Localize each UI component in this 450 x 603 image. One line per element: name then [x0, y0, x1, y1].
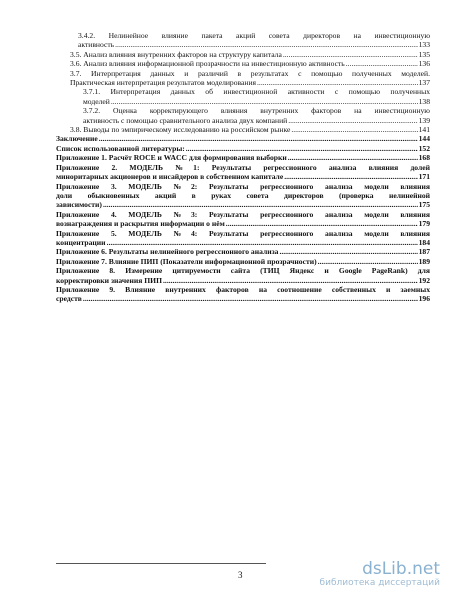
toc-entry-text: зависимости): [56, 200, 102, 210]
toc-entry-text: миноритарных акционеров и инсайдеров в собственном капитале: [56, 172, 284, 182]
toc-page-number: 139: [418, 115, 430, 125]
toc-page-number: 192: [418, 275, 430, 285]
toc-entry-text: Заключение: [56, 134, 98, 144]
toc-page-number: 184: [418, 237, 430, 247]
toc-page-number: 187: [418, 247, 430, 257]
toc-entry-text: 3.8. Выводы по эмпирическому исследованию на российском рынке: [70, 125, 291, 135]
dot-leader: [283, 50, 418, 59]
dot-leader: [103, 200, 418, 209]
footnote-separator: [56, 563, 266, 564]
toc-entry-appendix-9[interactable]: [56, 285, 430, 304]
toc-entry-text: активность с помощью сравнительного анализа двух компаний: [83, 115, 288, 125]
toc-entry-text: 3.5. Анализ влияния внутренних факторов на структуру капитала: [70, 49, 282, 59]
toc-page-number: 152: [418, 143, 430, 153]
toc-entry-text: Приложение 5. МОДЕЛЬ №4: Результаты регрессионного анализа модели влияния: [56, 228, 430, 238]
toc-entry-text: концентрации: [56, 237, 106, 247]
toc-entry-text: 3.6. Анализ влияния информационной прозрачности на инвестиционную активность: [70, 59, 345, 69]
toc-entry-text: 3.7. Интерпретация данных и различий в результатах с помощью полученных моделей.: [70, 68, 430, 78]
toc-entry-text: Приложение 1. Расчёт ROCE и WACC для формирования выборки: [56, 153, 287, 163]
toc-entry-text: корректировки значения ПИП: [56, 275, 163, 285]
watermark-logo: dsLib.net: [362, 559, 440, 579]
dot-leader: [83, 294, 418, 303]
toc-page-number: 171: [418, 172, 430, 182]
watermark-subtitle: библиотека диссертаций: [319, 578, 440, 588]
toc-entry-3-7-1[interactable]: [56, 87, 430, 106]
toc-entry-3-7[interactable]: [56, 69, 430, 88]
toc-page-number: 168: [418, 153, 430, 163]
dot-leader: [346, 59, 418, 68]
dot-leader: [115, 40, 417, 49]
dot-leader: [107, 238, 418, 247]
table-of-contents: [56, 31, 430, 304]
toc-entry-text: 3.4.2. Нелинейное влияние пакета акций совета директоров на инвестиционную: [78, 31, 430, 40]
toc-entry-text: Приложение 8. Измерение цитируемости сайта (ТИЦ Яндекс и Google PageRank) для: [56, 266, 430, 276]
toc-page-number: 144: [418, 134, 430, 144]
watermark: [320, 560, 440, 589]
toc-entry-references[interactable]: [56, 144, 430, 153]
dot-leader: [163, 276, 418, 285]
toc-entry-appendix-1[interactable]: [56, 153, 430, 162]
dot-leader: [279, 247, 417, 256]
toc-page-number: 189: [418, 256, 430, 266]
toc-entry-3-7-2[interactable]: [56, 106, 430, 125]
toc-page-number: 133: [418, 40, 430, 50]
toc-entry-text: вознаграждения и раскрытия информации о нём: [56, 219, 225, 229]
dot-leader: [257, 78, 418, 87]
toc-entry-text: 3.7.2. Оценка корректирующего влияния внутренних факторов на инвестиционную: [83, 106, 430, 116]
toc-page-number: 141: [418, 125, 430, 135]
toc-entry-appendix-8[interactable]: [56, 266, 430, 285]
toc-entry-text: активность: [78, 40, 115, 50]
toc-entry-appendix-5[interactable]: [56, 229, 430, 248]
toc-page-number: 137: [418, 78, 430, 88]
toc-entry-appendix-3[interactable]: [56, 182, 430, 210]
dot-leader: [318, 257, 418, 266]
toc-entry-text: доли обыкновенных акций в руках совета директоров (проверка нелинейной: [56, 190, 430, 200]
toc-entry-conclusion[interactable]: [56, 134, 430, 143]
toc-entry-3-5[interactable]: [56, 50, 430, 59]
toc-page-number: 196: [418, 294, 430, 304]
dot-leader: [226, 219, 418, 228]
toc-entry-text: средств: [56, 294, 82, 304]
toc-entry-appendix-2[interactable]: [56, 163, 430, 182]
dot-leader: [288, 116, 417, 125]
toc-entry-appendix-6[interactable]: [56, 247, 430, 256]
toc-entry-text: Приложение 7. Влияние ПИП (Показатели информационной прозрачности): [56, 256, 317, 266]
toc-entry-text: Приложение 4. МОДЕЛЬ №3: Результаты регрессионного анализа модели влияния: [56, 209, 430, 219]
dot-leader: [291, 125, 417, 134]
toc-page-number: 135: [418, 49, 430, 59]
page-number: 3: [238, 570, 243, 580]
toc-page-number: 179: [418, 219, 430, 229]
toc-entry-appendix-7[interactable]: [56, 257, 430, 266]
toc-entry-text: моделей: [83, 96, 110, 106]
toc-entry-appendix-4[interactable]: [56, 210, 430, 229]
dot-leader: [288, 153, 418, 162]
toc-entry-text: Приложение 6. Результаты нелинейного регрессионного анализа: [56, 247, 279, 257]
toc-entry-text: Список использованной литературы:: [56, 143, 185, 153]
toc-entry-text: Практическая интерпретация результатов моделирования: [70, 78, 257, 88]
toc-page-number: 175: [418, 200, 430, 210]
toc-page-number: 136: [418, 59, 430, 69]
toc-entry-text: 3.7.1. Интерпретация данных об инвестиционной активности с помощью полученных: [83, 87, 430, 97]
toc-entry-3-4-2[interactable]: [56, 31, 430, 50]
dot-leader: [111, 97, 418, 106]
dot-leader: [186, 144, 418, 153]
toc-entry-3-8[interactable]: [56, 125, 430, 134]
toc-entry-text: Приложение 3. МОДЕЛЬ №2: Результаты регрессионного анализа модели влияния: [56, 181, 430, 191]
toc-entry-text: Приложение 2. МОДЕЛЬ №1: Результаты регрессионного анализа влияния долей: [56, 162, 430, 172]
toc-entry-3-6[interactable]: [56, 59, 430, 68]
toc-entry-text: Приложение 9. Влияние внутренних факторов на соотношение собственных и заемных: [56, 284, 430, 294]
toc-page-number: 138: [418, 96, 430, 106]
dot-leader: [284, 172, 417, 181]
dot-leader: [99, 134, 418, 143]
